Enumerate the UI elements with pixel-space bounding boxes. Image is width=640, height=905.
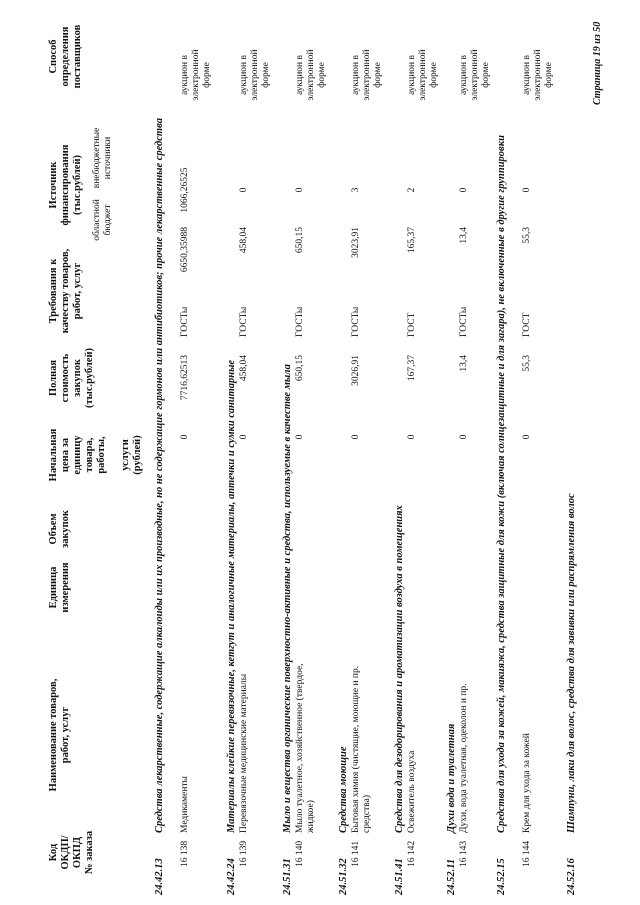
header-full-cost: Полная стоимость закупок (тыс.рублей) bbox=[48, 347, 95, 409]
header-source: Источник финансирования (тыс.рублей) bbox=[48, 144, 83, 226]
header-initial-price: Начальная цена за единицу товара, работы, услуги (рублей) bbox=[48, 428, 143, 482]
section-heading: 24.52.15Средства для ухода за кожей, макияжа, средства защитные для кожи (включая солнцезащитные и для загара), не включенные в другие группировки bbox=[496, 135, 507, 895]
header-code: Код ОКДП/ ОКПД № заказа bbox=[48, 830, 95, 875]
section-heading: 24.51.41Средства для дезодорирования и ароматизации воздуха в помещениях bbox=[394, 505, 405, 895]
header-method: Способ определения поставщиков bbox=[48, 24, 83, 89]
section-heading: 24.52.16Шампуни, лаки для волос, средства для завивки или распрямления волос bbox=[566, 493, 577, 895]
section-heading: 24.51.31Мыло и вещества органические поверхностно-активные и средства, используемые в качестве мыла bbox=[282, 364, 293, 895]
section-heading: 24.42.13Средства лекарственные, содержащие алкалоиды или их производные, но не содержащие гормонов или антибиотиков; прочие лекарственные средства bbox=[154, 118, 165, 895]
section-heading: 24.51.32Средства моющие bbox=[338, 746, 349, 895]
section-heading: 24.52.11Духи вода и туалетная bbox=[446, 723, 457, 895]
header-requirements: Требования к качеству товаров, работ, услуг bbox=[48, 248, 83, 334]
header-source-extra: внебюджетные источники bbox=[92, 127, 113, 189]
section-heading: 24.42.24Материалы клейкие перевязочные, кетгут и аналогичные материалы, аптечки и сумки санитарные bbox=[226, 359, 237, 895]
document-page: Код ОКДП/ ОКПД № заказа Наименование товаров, работ, услуг Единица измерения Объем закупок Начальная цена за единицу товара, работы, услуги (рублей) Полная стоимость закупок (тыс.рублей) Требования к качеству товаров, работ, услуг Источник финансирования (тыс.рублей) областной бюджет внебюджетные источники Способ определения поставщиков 24.42.13Средства лекарственные, содержащие алкалоиды или их производные, но не содержащие гормонов или антибиотиков; прочие лекарственные средства 16 138 Медикаменты 0 7716,62513 ГОСТы 6650,35988 1066,26525 аукцион в электронной форме 24.42.24Материалы клейкие перевязочные, кетгут и аналогичные материалы, аптечки и сумки санитарные 16 139 Перевязочные медицинские материалы 0 458,04 ГОСТы 458,04 0 аукцион в электронной форме 24.51.31Мыло и вещества органические поверхностно-активные и средства, используемые в качестве мыла 16 140 Мыло туалетное, хозяйственное (твердое, жидкое) 0 650,15 ГОСТы 650,15 0 аукцион в электронной форме 24.51.32Средства моющие 16 141 Бытовая химия (чистящие, моющие и пр. средства) 0 3026,91 ГОСТы 3023,91 3 аукцион в электронной форме 24.51.41Средства для дезодорирования и ароматизации воздуха в помещениях 16 142 Освежитель воздуха 0 167,37 ГОСТ 165,37 2 аукцион в электронной форме 24.52.11Духи вода и туалетная 16 143 Духи, вода туалетная, одеколон и пр. 0 13,4 ГОСТы 13,4 0 аукцион в электронной форме 24.52.15Средства для ухода за кожей, макияжа, средства защитные для кожи (включая солнцезащитные и для загара), не включенные в другие группировки 16 144 Крем для ухода за кожей 0 55,3 ГОСТ 55,3 0 аукцион в электронной форме 24.52.16Шампуни, лаки для волос, средства для завивки или распрямления волос Страница 19 из 50 bbox=[0, 0, 640, 905]
header-source-regional: областной бюджет bbox=[92, 199, 113, 241]
header-name: Наименование товаров, работ, услуг bbox=[48, 678, 71, 792]
header-volume: Объем закупок bbox=[48, 510, 71, 548]
page-number: Страница 19 из 50 bbox=[592, 21, 603, 105]
header-unit: Единица измерения bbox=[48, 562, 71, 613]
